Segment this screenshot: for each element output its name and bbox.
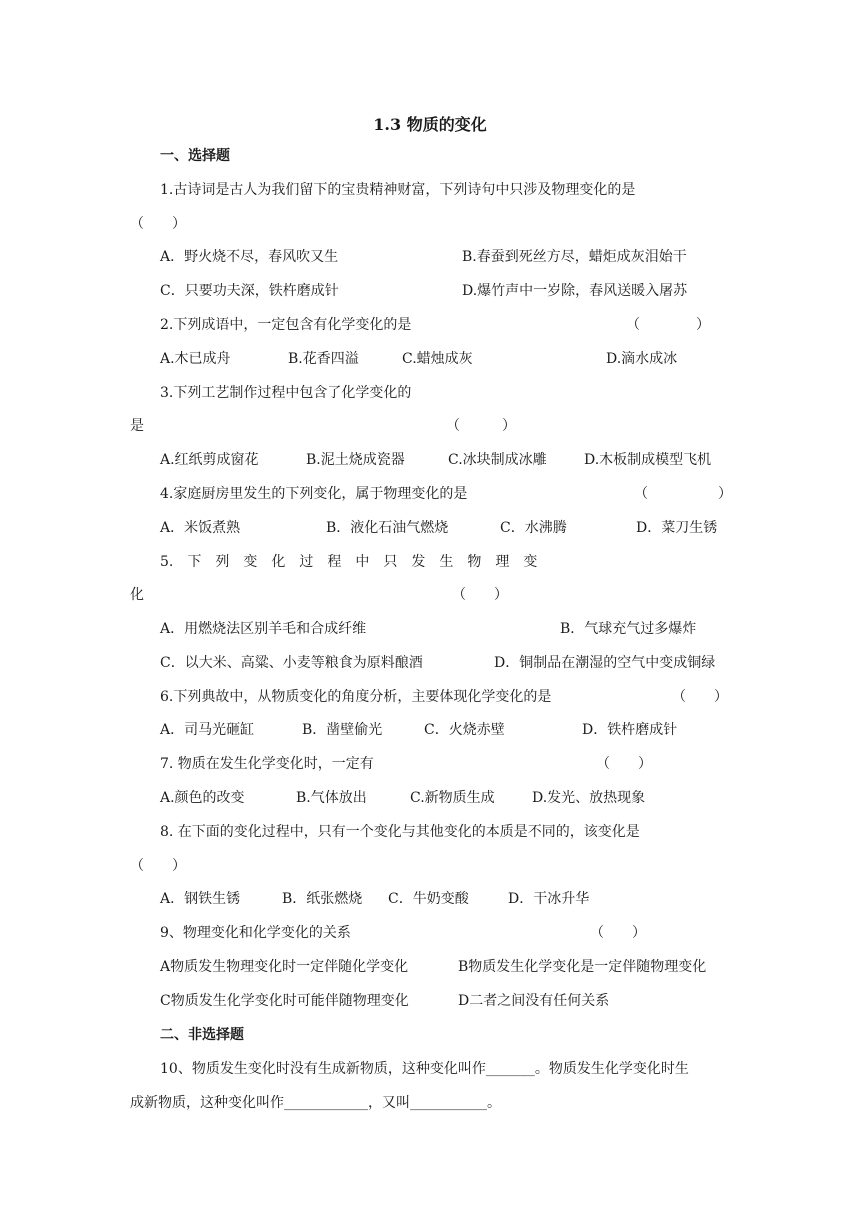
- question-9-answer-paren: （ ）: [590, 925, 646, 941]
- question-2-option-c: C.蜡烛成灰: [402, 351, 473, 367]
- question-7-option-b: B.气体放出: [296, 790, 367, 806]
- question-5-option-c: C．以大米、高粱、小麦等粮食为原料酿酒: [160, 655, 423, 671]
- question-6-option-a: A．司马光砸缸: [160, 722, 255, 738]
- question-9-option-c: C物质发生化学变化时可能伴随物理变化: [160, 993, 409, 1009]
- question-8-option-b: B．纸张燃烧: [282, 891, 363, 907]
- question-8-option-a: A．钢铁生锈: [160, 891, 241, 907]
- question-8-answer-paren: （ ）: [130, 858, 186, 874]
- question-4-stem: 4.家庭厨房里发生的下列变化，属于物理变化的是: [160, 486, 468, 502]
- section-heading-choice: 一、选择题: [160, 148, 230, 164]
- question-6-option-c: C．火烧赤壁: [424, 722, 505, 738]
- question-7-option-a: A.颜色的改变: [160, 790, 245, 806]
- question-10-line-1: 10、物质发生变化时没有生成新物质，这种变化叫作_______。物质发生化学变化时生: [160, 1061, 689, 1077]
- question-4-option-b: B．液化石油气燃烧: [326, 520, 449, 536]
- question-5-option-d: D．铜制品在潮湿的空气中变成铜绿: [494, 655, 716, 671]
- question-8-stem: 8. 在下面的变化过程中，只有一个变化与其他变化的本质是不同的，该变化是: [160, 824, 640, 840]
- question-7-stem: 7. 物质在发生化学变化时，一定有: [160, 756, 374, 772]
- question-3-option-c: C.冰块制成冰雕: [448, 452, 547, 468]
- question-5-stem: 5. 下 列 变 化 过 程 中 只 发 生 物 理 变: [160, 554, 538, 570]
- question-1-stem: 1.古诗词是古人为我们留下的宝贵精神财富，下列诗句中只涉及物理变化的是: [160, 182, 636, 198]
- question-7-option-d: D.发光、放热现象: [532, 790, 646, 806]
- question-2-answer-paren: （ ）: [626, 317, 710, 333]
- question-2-option-d: D.滴水成冰: [606, 351, 678, 367]
- question-1-option-d: D.爆竹声中一岁除，春风送暖入屠苏: [462, 283, 688, 299]
- question-2-option-b: B.花香四溢: [288, 351, 359, 367]
- question-3-stem-continued: 是: [130, 418, 144, 434]
- page-title: 1.3 物质的变化: [373, 115, 487, 134]
- question-9-option-d: D二者之间没有任何关系: [458, 993, 610, 1009]
- question-3-answer-paren: （ ）: [446, 418, 516, 434]
- question-7-answer-paren: （ ）: [596, 756, 652, 772]
- question-5-stem-continued: 化: [130, 587, 144, 603]
- question-2-option-a: A.木已成舟: [160, 351, 231, 367]
- question-4-option-a: A．米饭煮熟: [160, 520, 241, 536]
- question-9-option-b: B物质发生化学变化是一定伴随物理变化: [458, 959, 707, 975]
- question-2-stem: 2.下列成语中，一定包含有化学变化的是: [160, 317, 412, 333]
- question-1-option-a: A．野火烧不尽，春风吹又生: [160, 249, 339, 265]
- question-5-option-b: B．气球充气过多爆炸: [560, 621, 697, 637]
- question-1-option-b: B.春蚕到死丝方尽，蜡炬成灰泪始干: [462, 249, 687, 265]
- question-4-option-d: D．菜刀生锈: [636, 520, 718, 536]
- question-4-option-c: C．水沸腾: [500, 520, 567, 536]
- question-4-answer-paren: （ ）: [634, 486, 732, 502]
- question-8-option-d: D．干冰升华: [508, 891, 590, 907]
- question-3-stem: 3.下列工艺制作过程中包含了化学变化的: [160, 385, 412, 401]
- question-3-option-b: B.泥土烧成瓷器: [306, 452, 405, 468]
- section-heading-non-choice: 二、非选择题: [160, 1027, 244, 1043]
- question-10-line-2: 成新物质，这种变化叫作____________，又叫___________。: [130, 1095, 501, 1111]
- question-6-option-d: D．铁杵磨成针: [582, 722, 678, 738]
- question-3-option-a: A.红纸剪成窗花: [160, 452, 259, 468]
- question-1-option-c: C．只要功夫深，铁杵磨成针: [160, 283, 339, 299]
- question-6-stem: 6.下列典故中，从物质变化的角度分析，主要体现化学变化的是: [160, 689, 552, 705]
- question-7-option-c: C.新物质生成: [410, 790, 495, 806]
- question-9-option-a: A物质发生物理变化时一定伴随化学变化: [160, 959, 409, 975]
- question-8-option-c: C．牛奶变酸: [388, 891, 469, 907]
- question-6-answer-paren: （ ）: [672, 689, 728, 705]
- question-5-answer-paren: （ ）: [452, 587, 508, 603]
- question-3-option-d: D.木板制成模型飞机: [584, 452, 712, 468]
- question-5-option-a: A．用燃烧法区别羊毛和合成纤维: [160, 621, 367, 637]
- question-1-answer-paren: （ ）: [130, 216, 186, 232]
- question-6-option-b: B．凿壁偷光: [302, 722, 383, 738]
- question-9-stem: 9、物理变化和化学变化的关系: [160, 925, 351, 941]
